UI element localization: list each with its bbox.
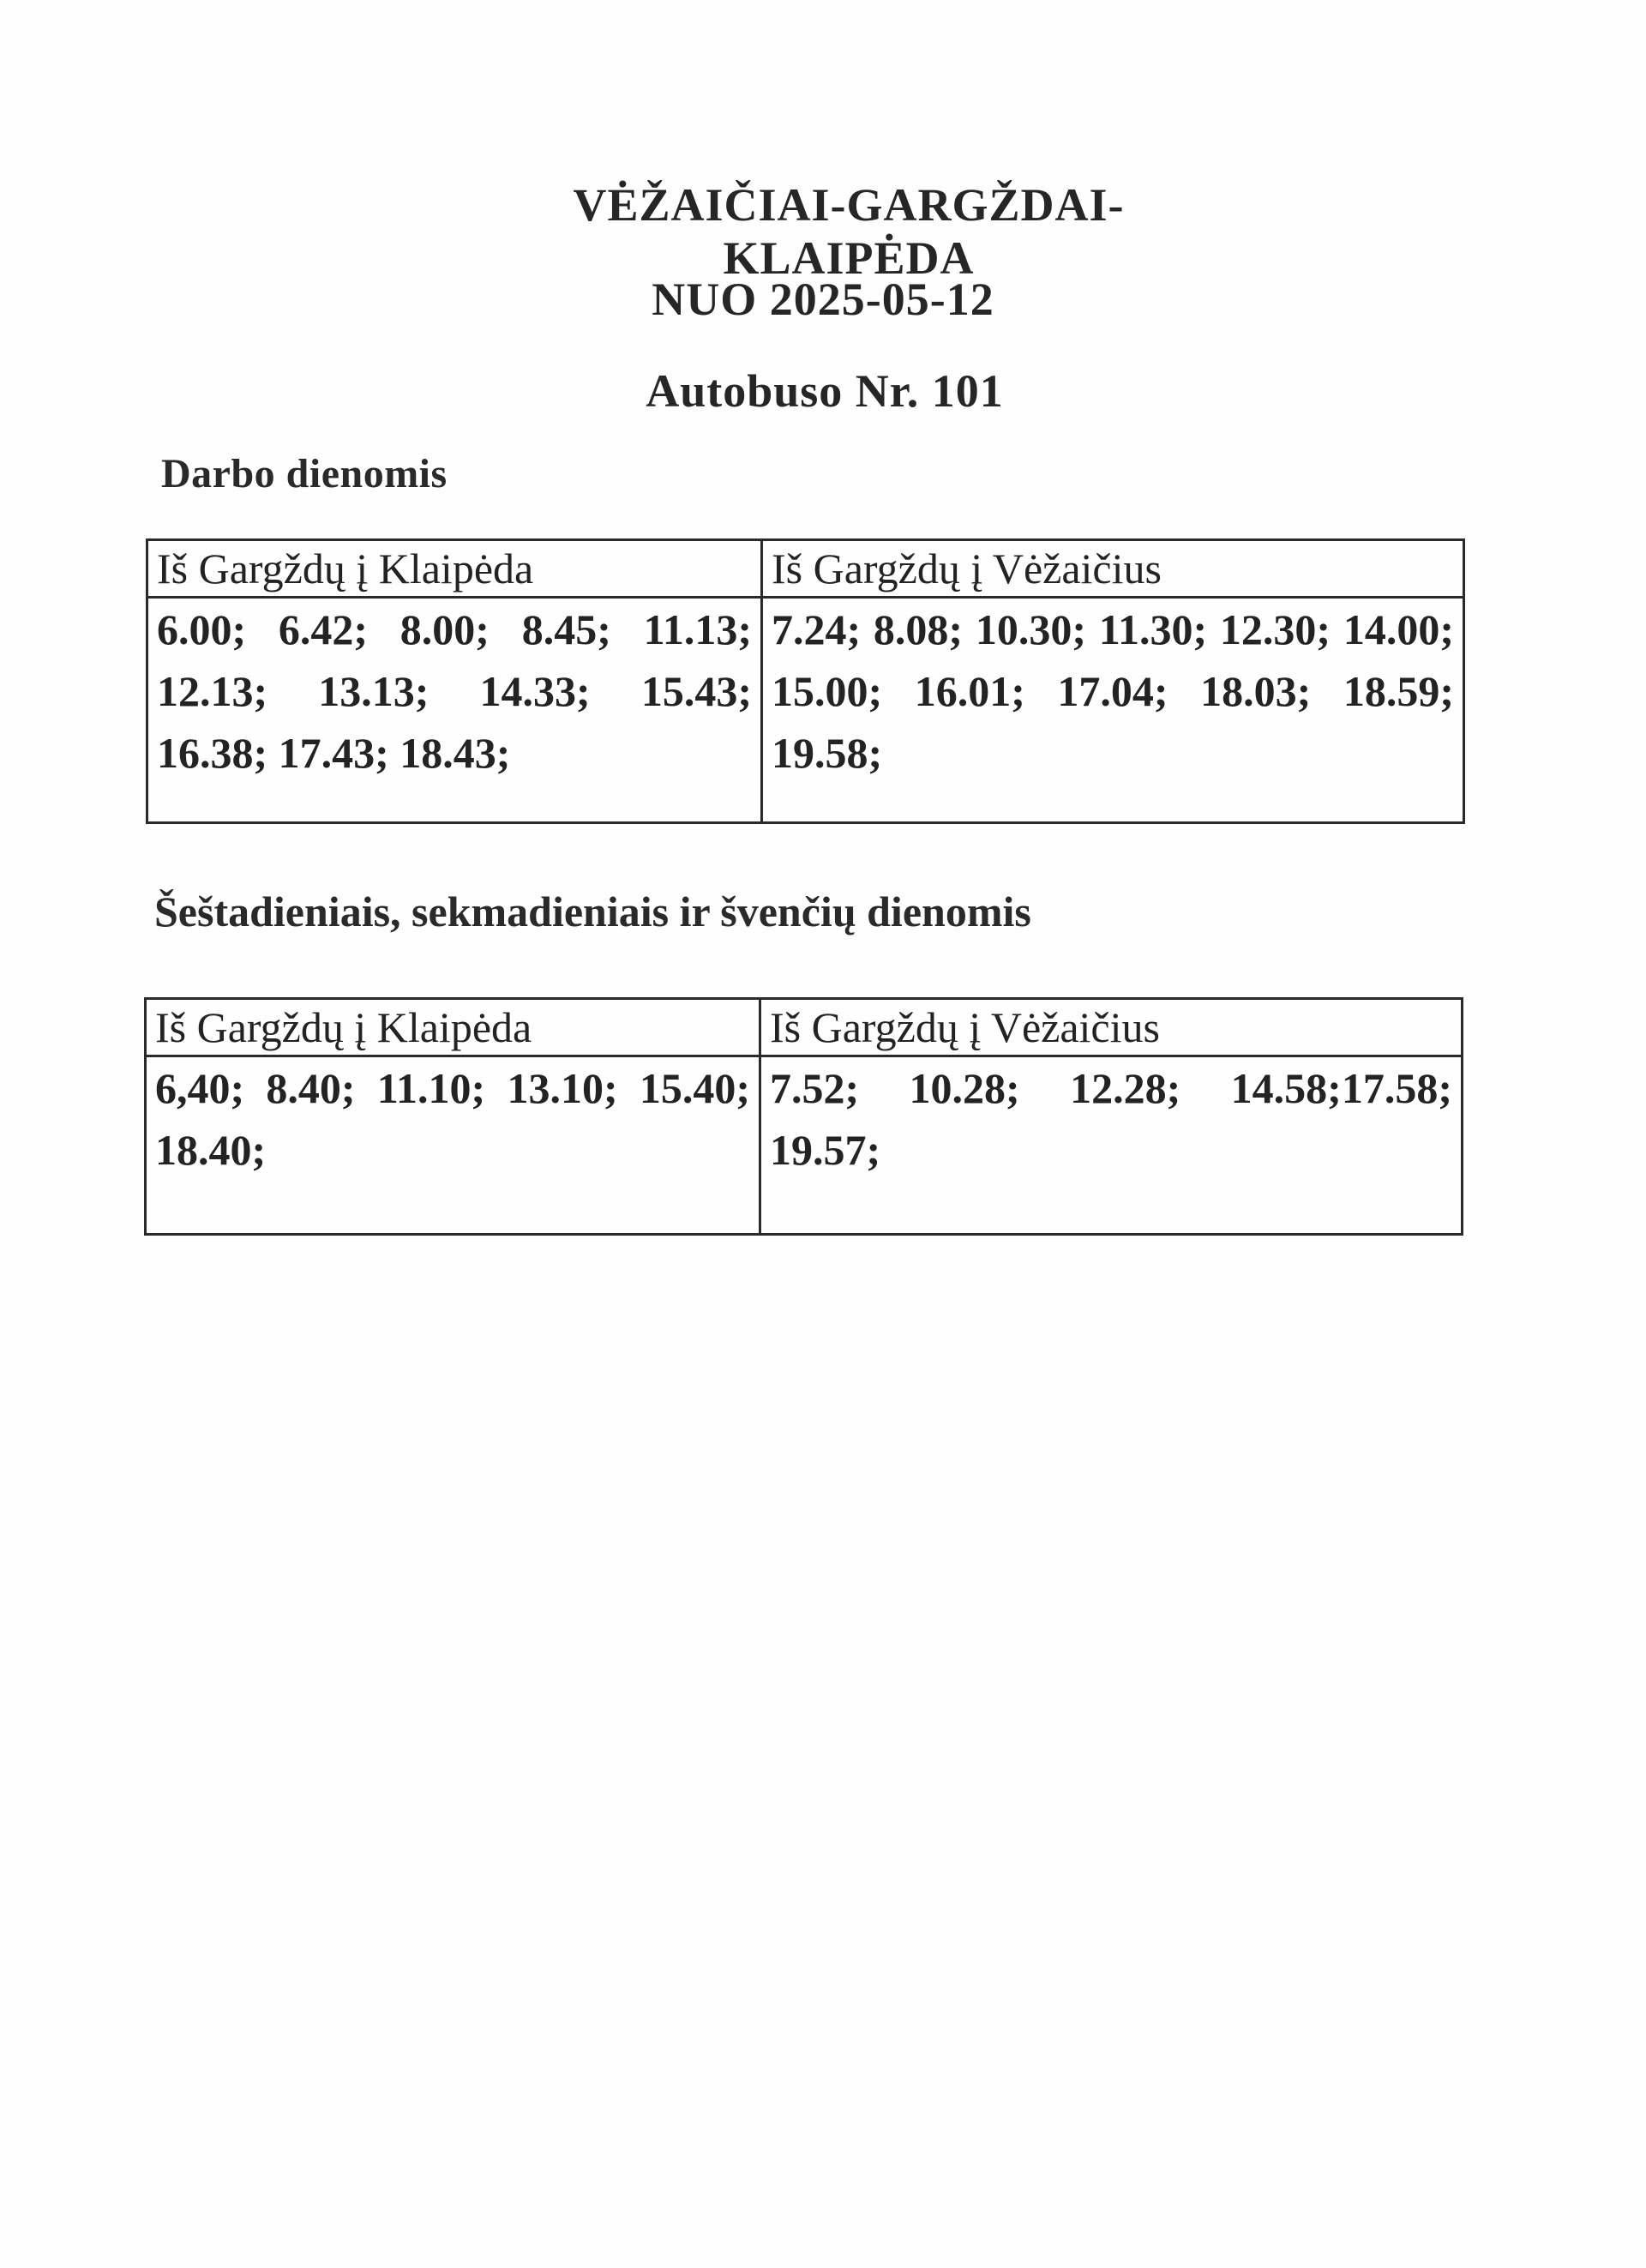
route-title: VĖŽAIČIAI-GARGŽDAI-KLAIPĖDA — [573, 179, 1125, 284]
bus-number: Autobuso Nr. 101 — [646, 365, 1004, 417]
valid-from-date: NUO 2025-05-12 — [652, 274, 994, 325]
weekend-schedule-table — [144, 997, 1463, 1236]
table-row — [147, 598, 1464, 823]
weekend-times-to-vezaiciai: 7.52; 10.28; 12.28; 14.58;17.58; 19.57; — [760, 1056, 1463, 1235]
weekday-section-label: Darbo dienomis — [161, 451, 448, 496]
weekend-times-to-klaipeda: 6,40; 8.40; 11.10; 13.10; 15.40; 18.40; — [146, 1056, 760, 1235]
weekday-times-to-vezaiciai: 7.24; 8.08; 10.30; 11.30; 12.30; 14.00; 15.00; 16.01; 17.04; 18.03; 18.59; 19.58; — [762, 598, 1464, 823]
weekend-header-to-vezaiciai: Iš Gargždų į Vėžaičius — [760, 999, 1463, 1056]
weekday-times-to-klaipeda: 6.00; 6.42; 8.00; 8.45; 11.13; 12.13; 13.13; 14.33; 15.43; 16.38; 17.43; 18.43; — [147, 598, 762, 823]
weekday-header-to-vezaiciai: Iš Gargždų į Vėžaičius — [762, 540, 1464, 598]
weekday-schedule-table — [146, 538, 1465, 824]
weekday-header-to-klaipeda: Iš Gargždų į Klaipėda — [147, 540, 762, 598]
table-row — [146, 1056, 1463, 1235]
table-header-row — [147, 540, 1464, 598]
table-header-row — [146, 999, 1463, 1056]
weekend-section-label: Šeštadieniais, sekmadieniais ir švenčių dienomis — [154, 887, 1031, 935]
weekend-header-to-klaipeda: Iš Gargždų į Klaipėda — [146, 999, 760, 1056]
